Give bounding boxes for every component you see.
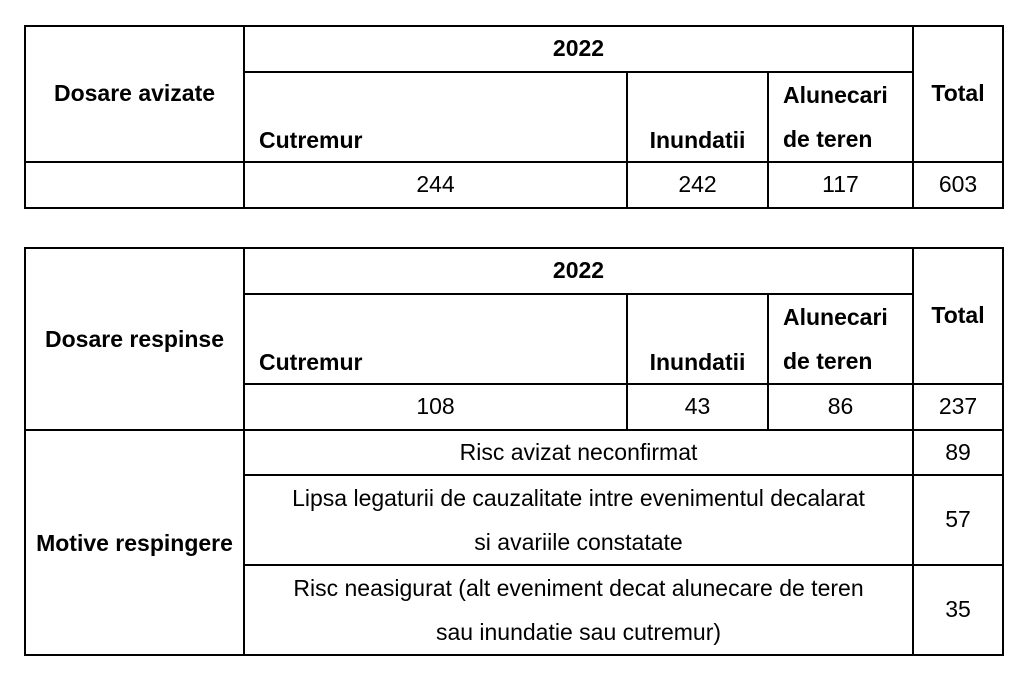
- value-total: 237: [913, 384, 1003, 430]
- column-header-cutremur: Cutremur: [244, 72, 627, 162]
- column-header-alunecari: Alunecari de teren: [768, 72, 913, 162]
- value-inundatii: 242: [627, 162, 768, 208]
- column-header-alunecari: Alunecari de teren: [768, 294, 913, 384]
- value-inundatii: 43: [627, 384, 768, 430]
- column-header-inundatii: Inundatii: [627, 72, 768, 162]
- table-dosare-avizate: [24, 25, 1004, 209]
- column-header-inundatii: Inundatii: [627, 294, 768, 384]
- year-header: 2022: [244, 248, 913, 294]
- value-alunecari: 117: [768, 162, 913, 208]
- column-header-cutremur: Cutremur: [244, 294, 627, 384]
- year-header: 2022: [244, 26, 913, 72]
- reason-text: Risc neasigurat (alt eveniment decat alunecare de teren sau inundatie sau cutremur): [244, 565, 913, 655]
- empty-cell: [25, 162, 244, 208]
- reason-count: 57: [913, 475, 1003, 565]
- total-header: Total: [913, 248, 1003, 384]
- total-header: Total: [913, 26, 1003, 162]
- reasons-header: Motive respingere: [25, 430, 244, 655]
- value-alunecari: 86: [768, 384, 913, 430]
- reason-count: 35: [913, 565, 1003, 655]
- reason-text: Risc avizat neconfirmat: [244, 430, 913, 475]
- reason-count: 89: [913, 430, 1003, 475]
- reason-text: Lipsa legaturii de cauzalitate intre evenimentul decalarat si avariile constatate: [244, 475, 913, 565]
- table-dosare-respinse: [24, 247, 1004, 656]
- value-cutremur: 244: [244, 162, 627, 208]
- row-header-respinse: Dosare respinse: [25, 248, 244, 430]
- value-cutremur: 108: [244, 384, 627, 430]
- row-header-avizate: Dosare avizate: [25, 26, 244, 162]
- value-total: 603: [913, 162, 1003, 208]
